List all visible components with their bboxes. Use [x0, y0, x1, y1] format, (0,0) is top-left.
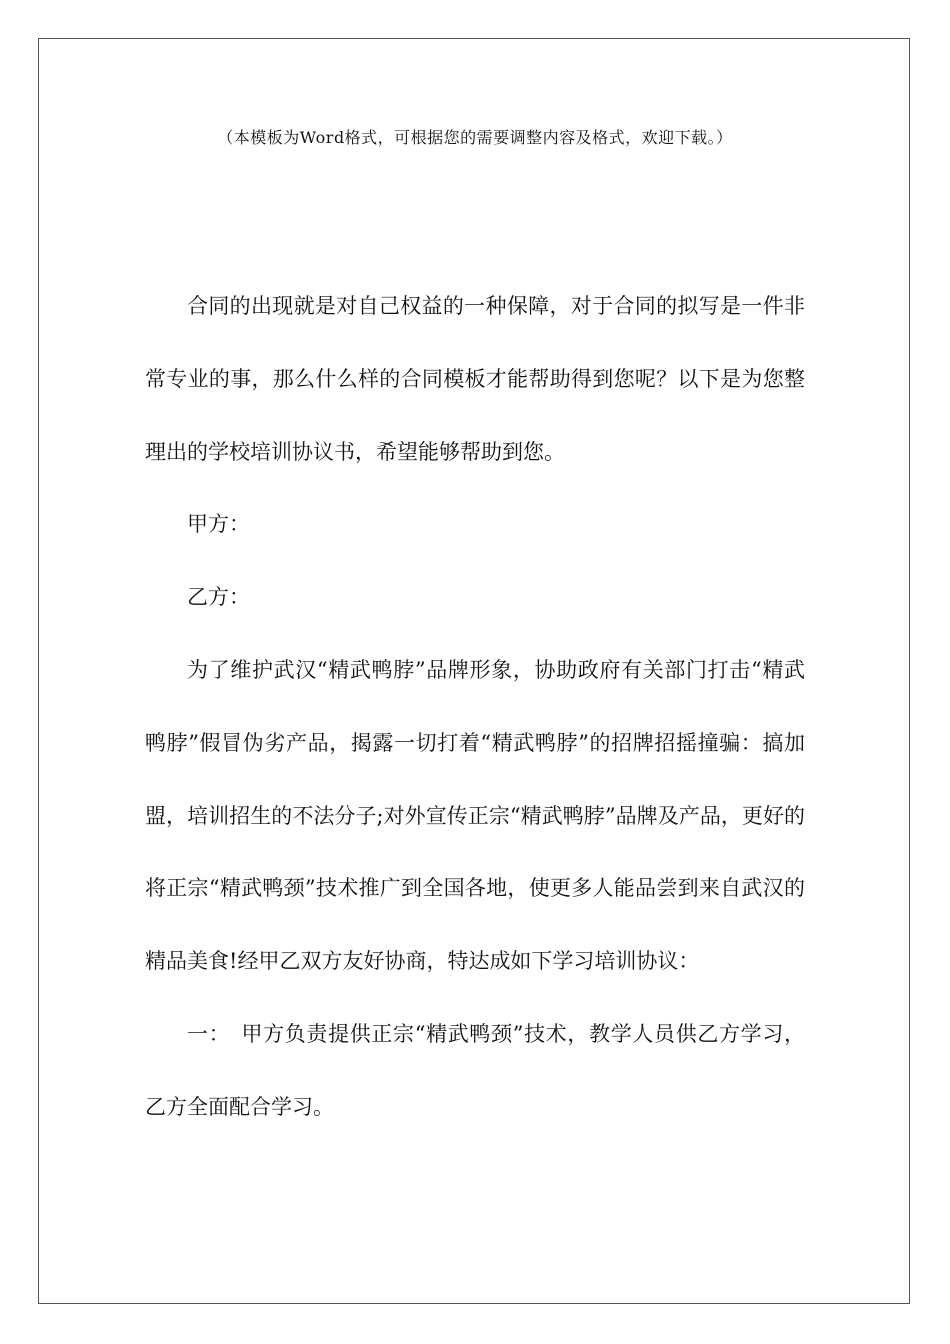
- template-notice: （本模板为Word格式，可根据您的需要调整内容及格式，欢迎下载。）: [217, 128, 733, 147]
- party-a-line: 甲方：: [187, 512, 250, 537]
- clause-one-paragraph: 一： 甲方负责提供正宗“精武鸭颈”技术，教学人员供乙方学习，乙方全面配合学习。: [145, 1021, 805, 1119]
- document-body: [145, 270, 805, 1144]
- party-b-line: 乙方：: [187, 585, 250, 610]
- intro-paragraph: 合同的出现就是对自己权益的一种保障，对于合同的拟写是一件非常专业的事，那么什么样的合同模板才能帮助得到您呢？以下是为您整理出的学校培训协议书，希望能够帮助到您。: [145, 294, 805, 464]
- purpose-paragraph: 为了维护武汉“精武鸭脖”品牌形象，协助政府有关部门打击“精武鸭脖”假冒伪劣产品，揭露一切打着“精武鸭脖”的招牌招摇撞骗：搞加盟，培训招生的不法分子;对外宣传正宗“精武鸭脖”品牌及产品，更好的将正宗“精武鸭颈”技术推广到全国各地，使更多人能品尝到来自武汉的精品美食!经甲乙双方友好协商，特达成如下学习培训协议：: [145, 657, 805, 974]
